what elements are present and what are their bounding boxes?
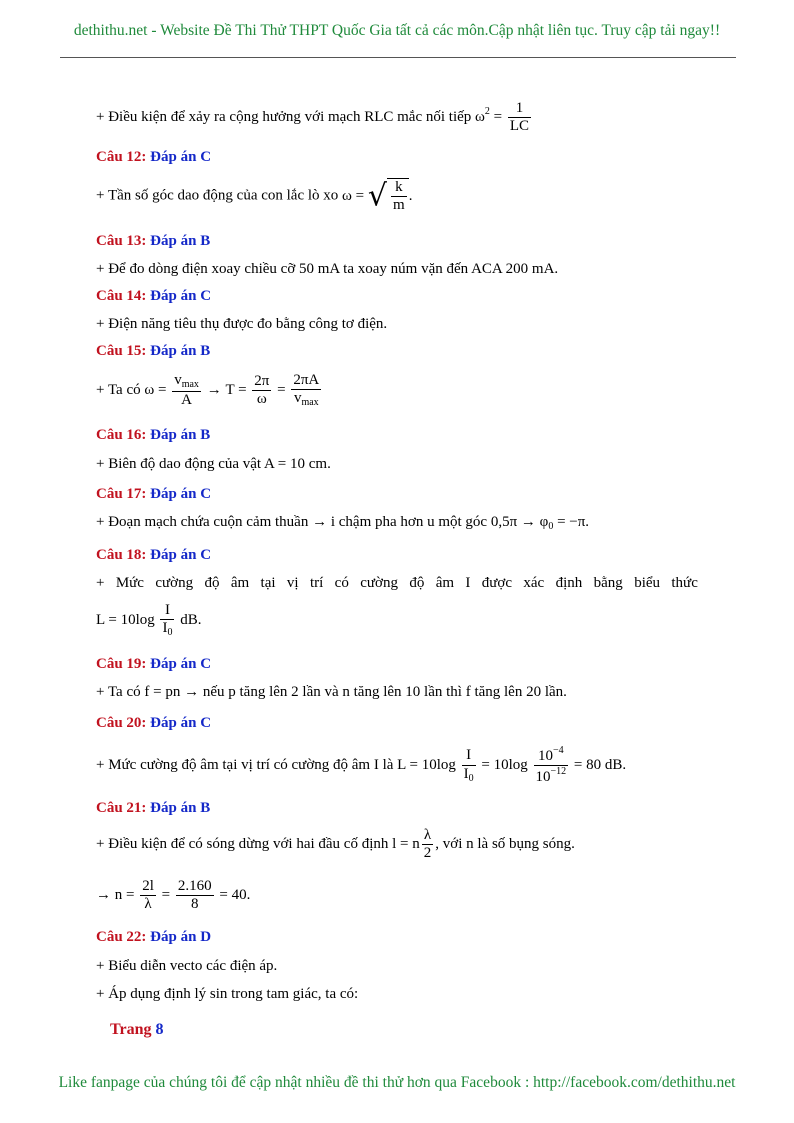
header-divider [60,57,736,58]
line-ammeter: + Để đo dòng điện xoay chiều cỡ 50 mA ta xoay núm vặn đến ACA 200 mA. [96,261,559,277]
answer-18: Câu 18: Đáp án C [96,547,212,563]
line-energy-meter: + Điện năng tiêu thụ được đo bằng công tơ điện. [96,316,388,332]
answer-22: Câu 22: Đáp án D [96,929,212,945]
answer-14: Câu 14: Đáp án C [96,288,212,304]
line-angular-frequency: + Tần số góc dao động của con lắc lò xo ω = √ $\frac{k}{m}$ . [96,178,413,214]
line-sound-level-justified: + Mức cường độ âm tại vị trí có cường độ âm I được xác định bằng biểu thức [96,575,698,591]
answer-17: Câu 17: Đáp án C [96,486,212,502]
answer-13: Câu 13: Đáp án B [96,233,211,249]
site-footer: Like fanpage của chúng tôi để cập nhật nhiều đề thi thử hơn qua Facebook : http://facebook.com/dethithu.net [58,1074,736,1091]
line-inductor-phase: + Đoạn mạch chứa cuộn cảm thuần → i chậm pha hơn u một góc $0,5\pi \to \varphi_0 = -\pi$. [96,514,590,532]
answer-16: Câu 16: Đáp án B [96,427,211,443]
answer-21: Câu 21: Đáp án B [96,800,211,816]
line-vector-diagram: + Biểu diễn vecto các điện áp. [96,958,278,974]
line-period-formula: + Ta có ω = $\frac{v_{max}}{A}$ → T = $\frac{2\pi}{\omega}$ = $\frac{2\pi A}{v_{max}}$ [96,372,320,409]
site-header: dethithu.net - Website Đề Thi Thử THPT Quốc Gia tất cả các môn.Cập nhật liên tục. Truy cập tải ngay!! [73,22,721,39]
line-generator-frequency: + Ta có f = pn → nếu p tăng lên 2 lần và n tăng lên 10 lần thì f tăng lên 20 lần. [96,684,567,700]
answer-12: Câu 12: Đáp án C [96,149,212,165]
answer-20: Câu 20: Đáp án C [96,715,212,731]
line-amplitude: + Biên độ dao động của vật A = 10 cm. [96,456,331,472]
answer-15: Câu 15: Đáp án B [96,343,211,359]
line-sound-level-calc: + Mức cường độ âm tại vị trí có cường độ âm I là L = 10log $\frac{I}{I_0}$ = 10log $\frac{10^{-4}}{10^{-12}}$ = 80 dB. [96,745,627,786]
line-standing-wave: + Điều kiện để có sóng dừng với hai đầu cố định l = n $\frac{\lambda}{2}$ , với n là số bụng sóng. [96,827,575,862]
line-standing-wave-result: → n = $\frac{2l}{\lambda}$ = $\frac{2.160}{8}$ = 40. [96,878,251,913]
page-number: Trang 8 [110,1021,164,1038]
answer-19: Câu 19: Đáp án C [96,656,212,672]
line-resonance: + Điều kiện để xảy ra cộng hưởng với mạch RLC mắc nối tiếp $\omega^2$ = $\frac{1}{LC}$ [96,100,530,135]
line-sound-level-formula: L = 10log $\frac{I}{I_0}$ dB. [96,602,202,639]
line-sine-rule: + Áp dụng định lý sin trong tam giác, ta có: [96,986,359,1002]
